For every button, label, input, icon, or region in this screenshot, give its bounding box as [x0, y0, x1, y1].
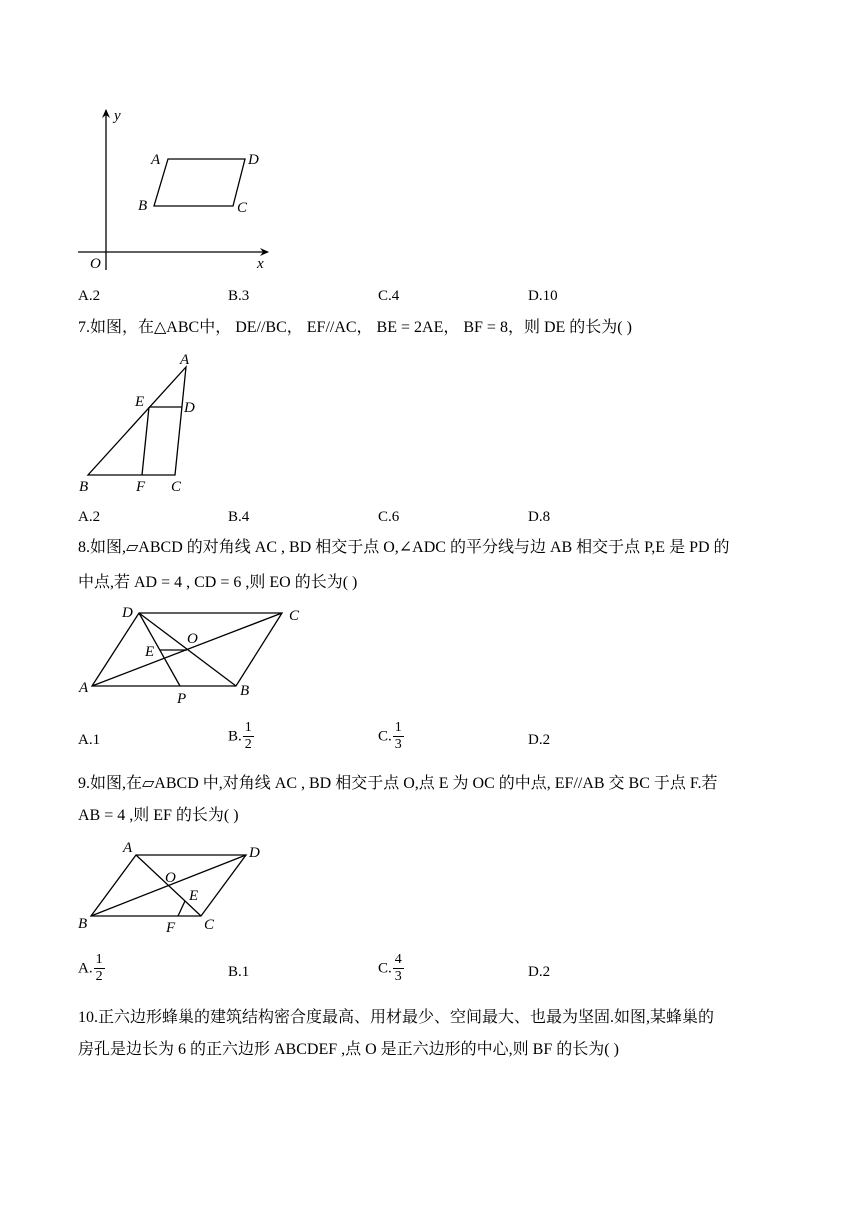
point-a-label: A [151, 152, 161, 168]
q8-point-b-label: B [240, 683, 250, 699]
q9-point-b-label: B [78, 916, 88, 932]
q8-point-o-label: O [187, 631, 198, 647]
q8-option-c-numerator: 1 [394, 720, 402, 735]
q8-option-b-denominator: 2 [244, 737, 252, 752]
q7-point-c-label: C [171, 479, 182, 495]
q9-option-b[interactable]: B.1 [228, 964, 250, 980]
q8-option-d[interactable]: D.2 [528, 732, 551, 748]
q9-option-a[interactable] [78, 952, 105, 985]
q7-question-text: 7.如图，在△ABC中， DE//BC， EF//AC， BE = 2AE， BF = 8，则 DE 的长为( ) [78, 319, 632, 336]
q8-question-line2: 中点,若 AD = 4 , CD = 6 ,则 EO 的长为( ) [78, 574, 358, 591]
q8-point-p-label: P [177, 691, 187, 707]
q8-question-line1: 8.如图,▱ABCD 的对角线 AC , BD 相交于点 O,∠ADC 的平分线与边 AB 相交于点 P,E 是 PD 的 [78, 539, 730, 556]
q9-point-a-label: A [123, 840, 133, 856]
q8-point-c-label: C [289, 608, 300, 624]
point-c-label: C [237, 200, 248, 216]
y-axis-label: y [114, 108, 121, 124]
q7-option-d[interactable]: D.8 [528, 509, 551, 525]
q7-point-a-label: A [180, 352, 190, 368]
segment-ef [178, 901, 185, 916]
q9-option-a-fraction [94, 952, 105, 985]
q9-point-f-label: F [166, 920, 176, 936]
q10-question-line2: 房孔是边长为 6 的正六边形 ABCDEF ,点 O 是正六边形的中心,则 BF 的长为( ) [78, 1041, 619, 1058]
q7-point-f-label: F [136, 479, 146, 495]
q9-option-d[interactable]: D.2 [528, 964, 551, 980]
q8-point-a-label: A [79, 680, 89, 696]
q9-option-a-prefix: A. [78, 960, 93, 977]
q8-point-e-label: E [145, 644, 155, 660]
q6-option-c[interactable]: C.4 [378, 288, 400, 304]
q6-option-b[interactable]: B.3 [228, 288, 250, 304]
q9-option-c[interactable] [378, 952, 404, 985]
q9-option-c-fraction [393, 952, 404, 985]
q8-option-c-denominator: 3 [394, 737, 402, 752]
point-d-label: D [248, 152, 259, 168]
q8-point-d-label: D [122, 605, 133, 621]
x-axis-label: x [257, 256, 264, 272]
q9-option-c-numerator: 4 [394, 952, 402, 967]
q7-point-e-label: E [135, 394, 145, 410]
q9-option-c-denominator: 3 [394, 969, 402, 984]
q9-point-o-label: O [165, 870, 176, 886]
point-b-label: B [138, 198, 148, 214]
q9-point-e-label: E [189, 888, 199, 904]
q7-option-b[interactable]: B.4 [228, 509, 250, 525]
q6-option-a[interactable]: A.2 [78, 288, 101, 304]
q7-point-d-label: D [184, 400, 195, 416]
origin-label: O [90, 256, 101, 272]
q10-question-line1: 10.正六边形蜂巢的建筑结构密合度最高、用材最少、空间最大、也最为坚固.如图,某蜂巢的 [78, 1009, 715, 1026]
q6-option-d[interactable]: D.10 [528, 288, 558, 304]
q7-point-b-label: B [79, 479, 89, 495]
q7-option-a[interactable]: A.2 [78, 509, 101, 525]
q8-option-a[interactable]: A.1 [78, 732, 101, 748]
q9-question-line1: 9.如图,在▱ABCD 中,对角线 AC , BD 相交于点 O,点 E 为 OC 的中点, EF//AB 交 BC 于点 F.若 [78, 775, 718, 792]
q9-question-line2: AB = 4 ,则 EF 的长为( ) [78, 807, 239, 824]
q9-option-c-prefix: C. [378, 960, 392, 977]
q8-option-b-prefix: B. [228, 728, 242, 745]
q9-option-a-numerator: 1 [95, 952, 103, 967]
q9-point-c-label: C [204, 917, 215, 933]
q8-option-b-numerator: 1 [244, 720, 252, 735]
q9-option-a-denominator: 2 [95, 969, 103, 984]
q7-option-c[interactable]: C.6 [378, 509, 400, 525]
q8-option-c-prefix: C. [378, 728, 392, 745]
q9-point-d-label: D [249, 845, 260, 861]
